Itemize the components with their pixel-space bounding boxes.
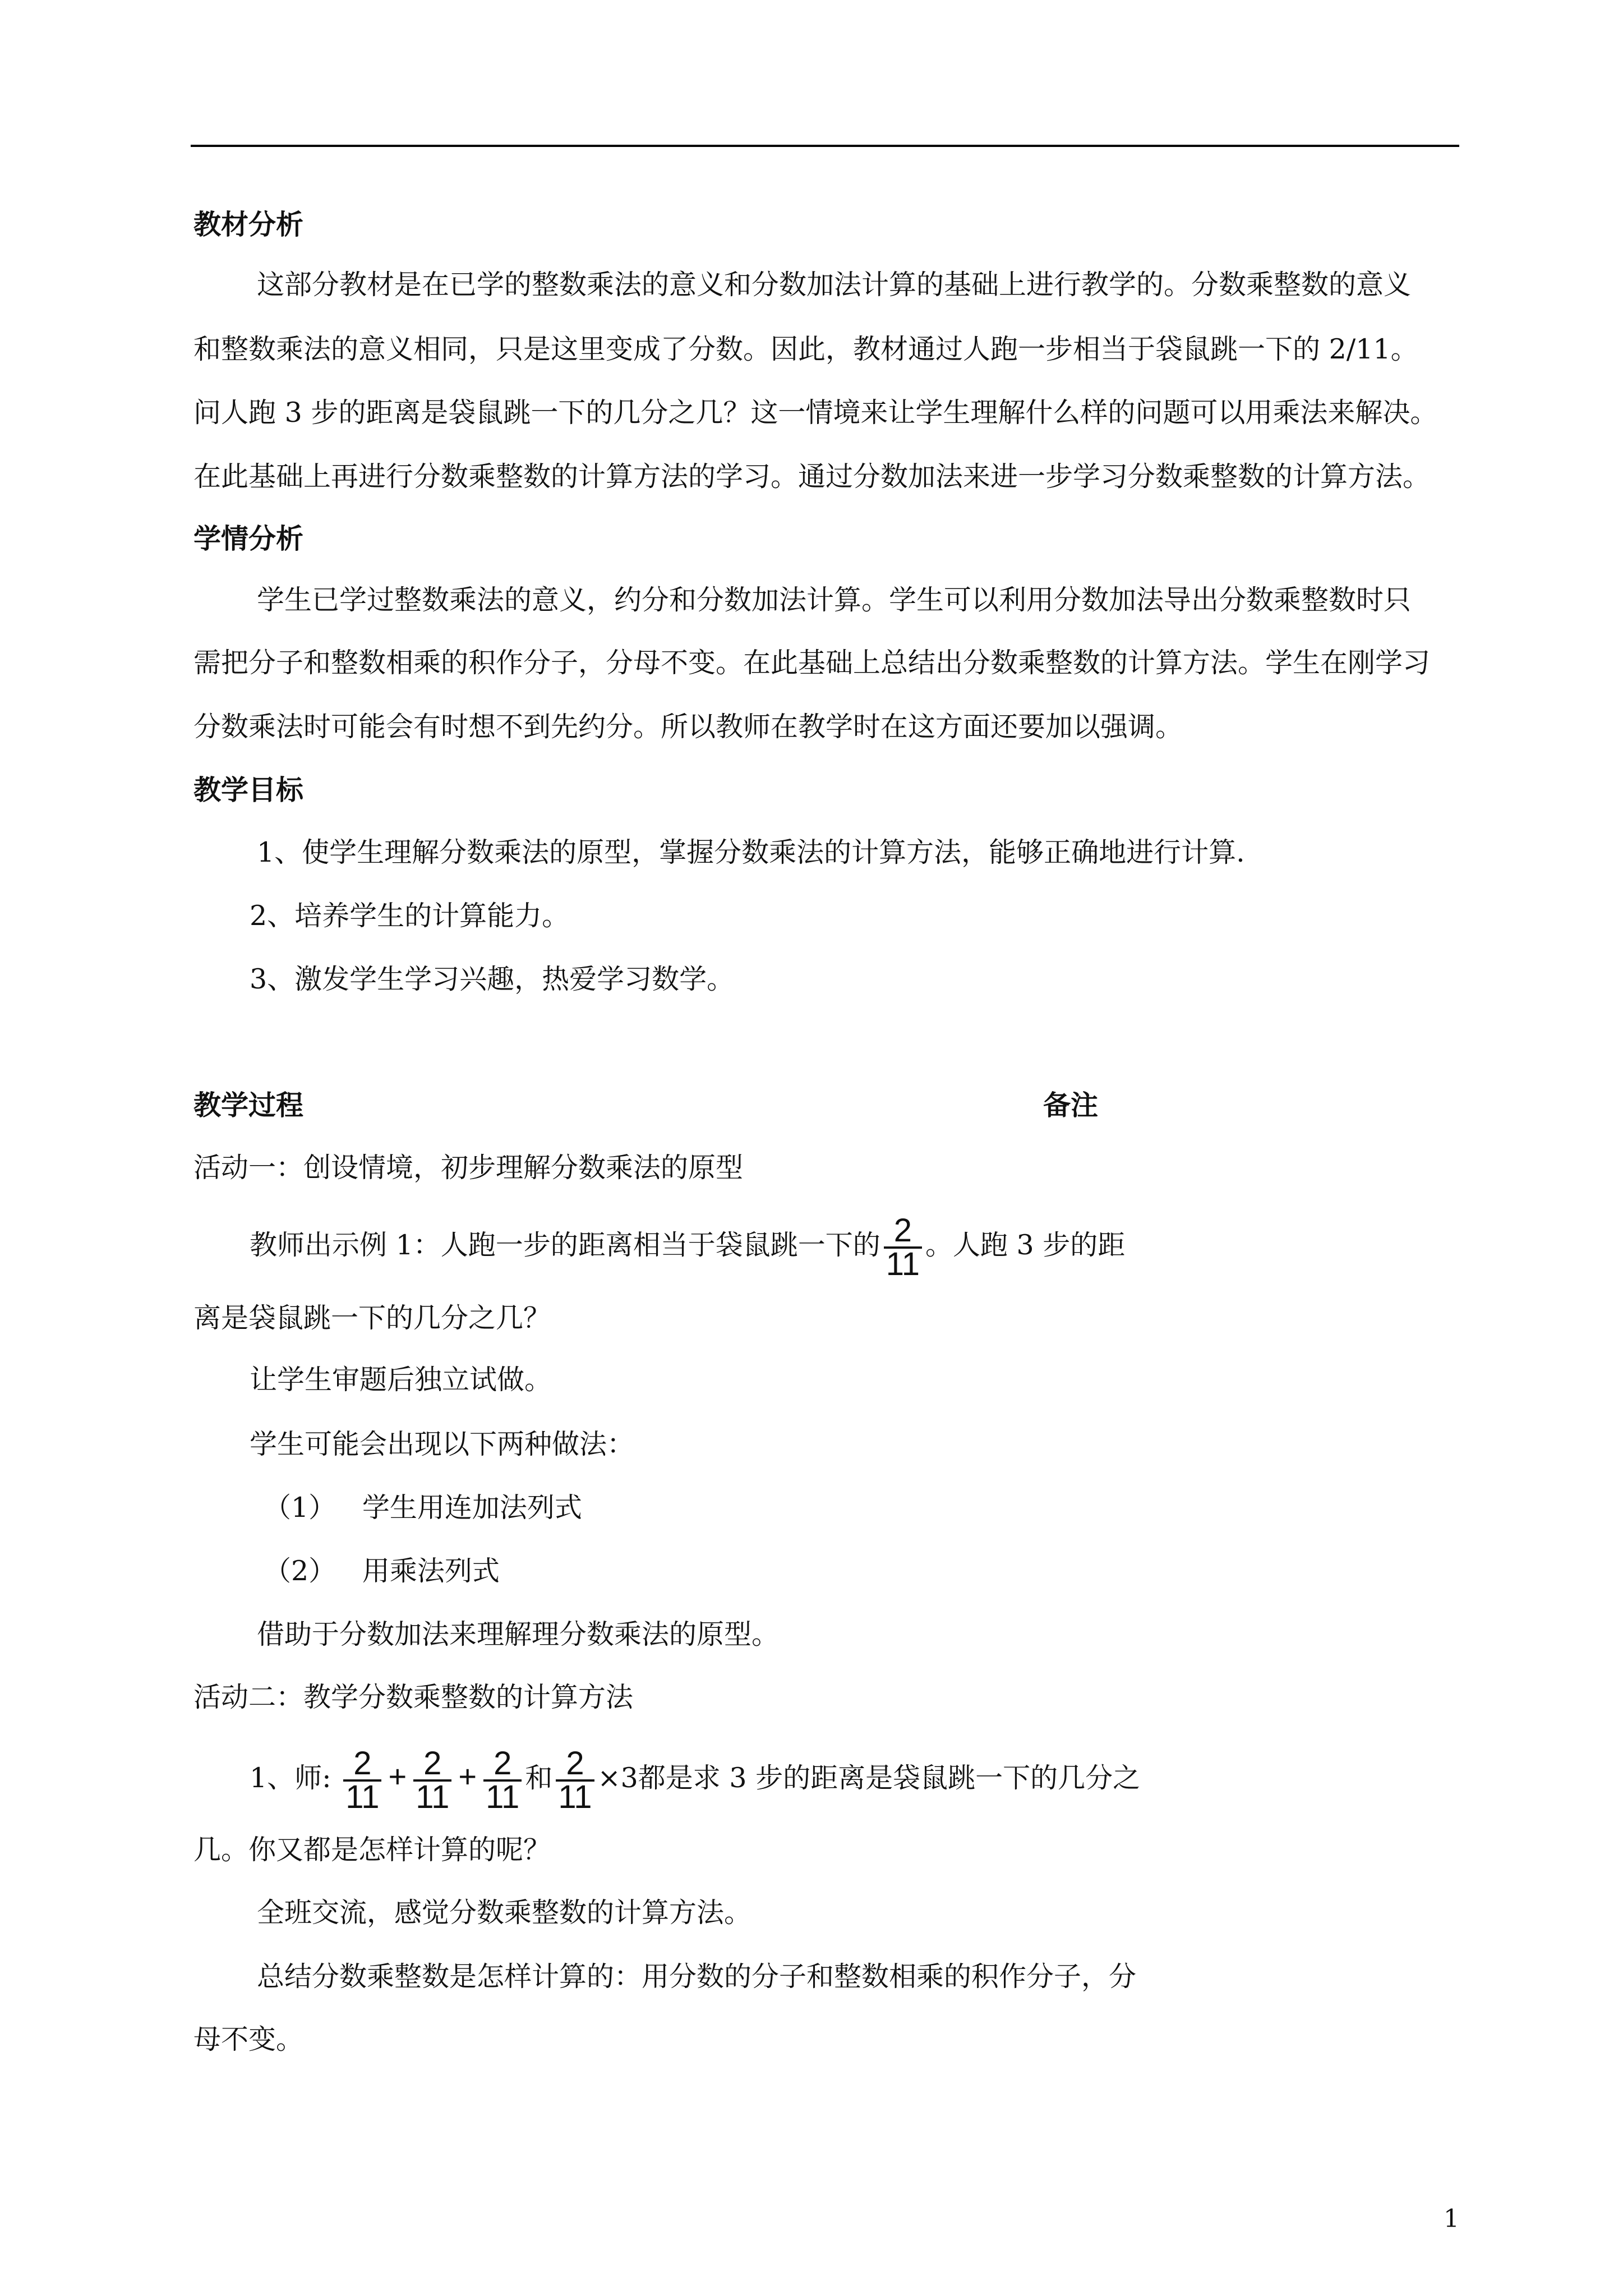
plus-sign: + — [458, 1759, 477, 1794]
activity1-example — [250, 1209, 1125, 1282]
activity2-line-3: 总结分数乘整数是怎样计算的：用分数的分子和整数相乘的积作分子，分 — [257, 1961, 1137, 1993]
fraction-numerator: 2 — [483, 1748, 522, 1782]
analysis-line-1: 这部分教材是在已学的整数乘法的意义和分数加法计算的基础上进行教学的。分数乘整数的意义 — [257, 269, 1412, 301]
student-line-1: 学生已学过整数乘法的意义，约分和分数加法计算。学生可以利用分数加法导出分数乘整数时只 — [257, 584, 1412, 616]
goals-title: 教学目标 — [193, 774, 304, 806]
activity2-line-4: 母不变。 — [193, 2023, 304, 2055]
analysis-line-2: 和整数乘法的意义相同，只是这里变成了分数。因此，教材通过人跑一步相当于袋鼠跳一下的 2/11。 — [193, 333, 1418, 365]
student-line-2: 需把分子和整数相乘的积作分子，分母不变。在此基础上总结出分数乘整数的计算方法。学生在刚学习 — [193, 647, 1431, 679]
fraction-denominator: 11 — [886, 1245, 920, 1282]
example-text-after: 。人跑 3 步的距 — [925, 1229, 1126, 1261]
analysis-title: 教材分析 — [193, 208, 304, 241]
fraction-2-11 — [413, 1745, 451, 1815]
fraction-2-11 — [556, 1745, 594, 1815]
fraction-numerator: 2 — [343, 1748, 381, 1782]
goal-2: 2、培养学生的计算能力。 — [250, 900, 570, 932]
activity2-title: 活动二：教学分数乘整数的计算方法 — [193, 1681, 634, 1713]
analysis-line-4: 在此基础上再进行分数乘整数的计算方法的学习。通过分数加法来进一步学习分数乘整数的计算方法。 — [193, 461, 1431, 493]
fraction-2-11 — [884, 1212, 922, 1282]
fraction-numerator: 2 — [413, 1748, 451, 1782]
header-rule — [191, 145, 1459, 147]
activity2-line1-cont: 几。你又都是怎样计算的呢？ — [193, 1834, 551, 1866]
line1-suffix: 都是求 3 步的距离是袋鼠跳一下的几分之 — [638, 1762, 1141, 1794]
fraction-numerator: 2 — [884, 1215, 922, 1249]
activity1-line-2: 学生可能会出现以下两种做法： — [250, 1428, 635, 1460]
plus-sign: + — [388, 1759, 407, 1794]
fraction-2-11 — [483, 1745, 522, 1815]
and-text: 和 — [525, 1762, 553, 1794]
student-line-3: 分数乘法时可能会有时想不到先约分。所以教师在教学时在这方面还要加以强调。 — [193, 711, 1183, 743]
fraction-2-11 — [343, 1745, 381, 1815]
goal-1: 1、使学生理解分数乘法的原型，掌握分数乘法的计算方法，能够正确地进行计算. — [257, 836, 1245, 868]
activity1-line-5: 借助于分数加法来理解理分数乘法的原型。 — [257, 1618, 780, 1650]
fraction-numerator: 2 — [556, 1748, 594, 1782]
fraction-denominator: 11 — [558, 1778, 592, 1815]
activity2-line-2: 全班交流，感觉分数乘整数的计算方法。 — [257, 1897, 752, 1929]
fraction-denominator: 11 — [486, 1778, 520, 1815]
activity1-example-cont: 离是袋鼠跳一下的几分之几？ — [193, 1302, 551, 1334]
activity1-line-1: 让学生审题后独立试做。 — [250, 1364, 552, 1396]
activity1-line-4: （2） 用乘法列式 — [264, 1555, 500, 1587]
fraction-denominator: 11 — [345, 1778, 380, 1815]
activity2-line-1 — [250, 1740, 1140, 1815]
example-text-before: 教师出示例 1：人跑一步的距离相当于袋鼠跳一下的 — [250, 1229, 880, 1261]
fraction-denominator: 11 — [416, 1778, 450, 1815]
activity1-line-3: （1） 学生用连加法列式 — [264, 1492, 582, 1524]
process-title: 教学过程 — [193, 1089, 304, 1121]
goal-3: 3、激发学生学习兴趣，热爱学习数学。 — [250, 963, 735, 995]
activity1-title: 活动一：创设情境，初步理解分数乘法的原型 — [193, 1152, 744, 1184]
analysis-line-3: 问人跑 3 步的距离是袋鼠跳一下的几分之几？这一情境来让学生理解什么样的问题可以用乘法来解决。 — [193, 397, 1438, 429]
page-number: 1 — [1444, 2205, 1459, 2233]
remarks-title: 备注 — [1043, 1089, 1099, 1121]
line1-prefix: 1、师: — [250, 1762, 331, 1794]
times-three: ×3 — [597, 1762, 638, 1794]
student-title: 学情分析 — [193, 522, 304, 555]
